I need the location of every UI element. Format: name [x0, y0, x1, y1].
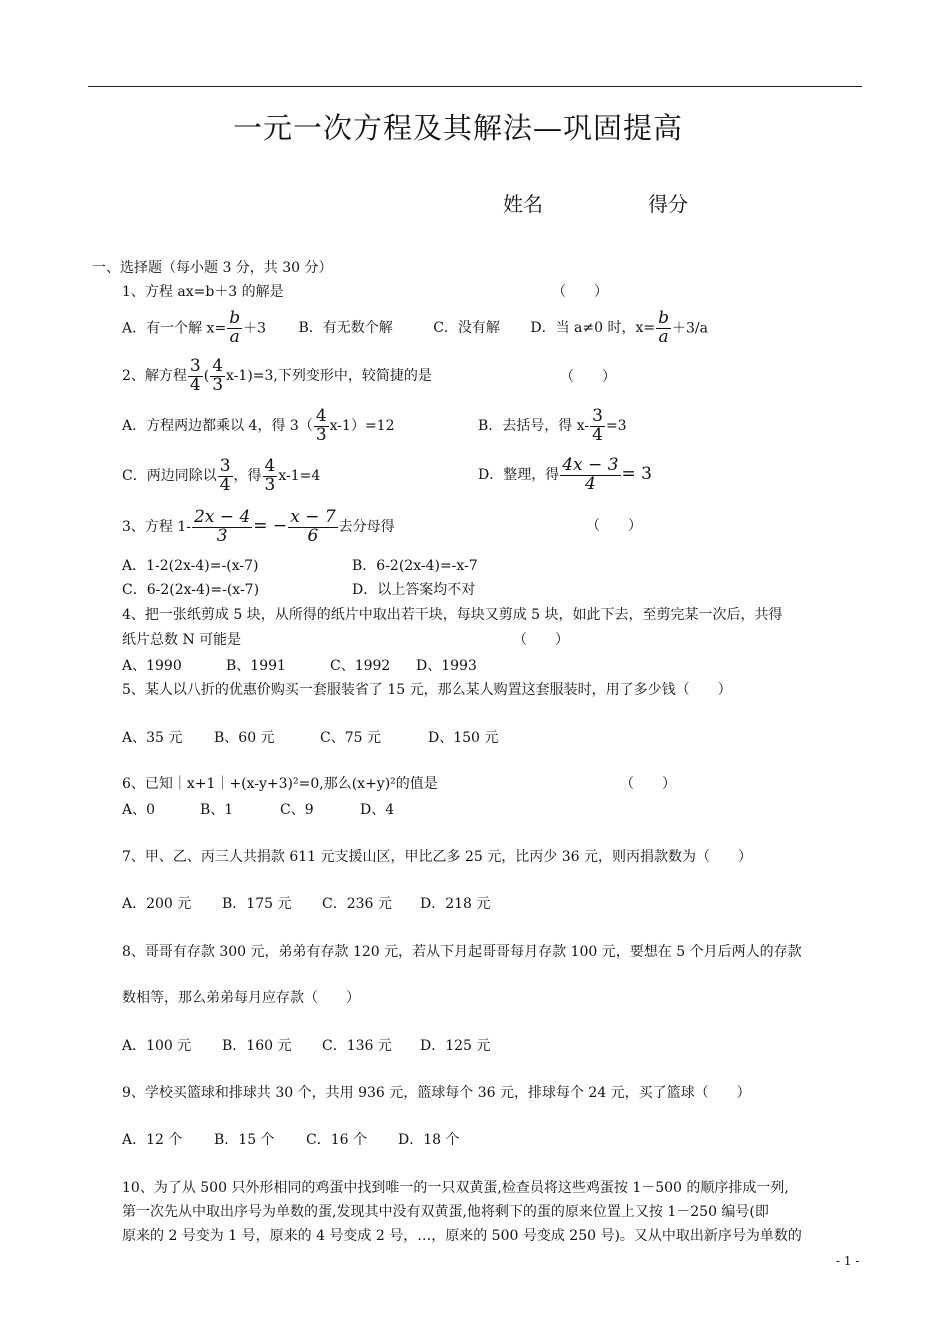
question-4-line2: 纸片总数 N 可能是 — [122, 632, 242, 648]
option-d-text: D．当 a≠0 时，x= — [530, 320, 656, 337]
question-8-line2: 数相等，那么弟弟每月应存款（ ） — [122, 990, 360, 1006]
option-b: B．有无数个解 — [298, 320, 393, 337]
option-b: B、60 元 — [214, 730, 275, 746]
question-2-option-d: D．整理，得 $\frac{4x - 3}{4}$ = 3 — [478, 454, 652, 494]
option-b: B．15 个 — [214, 1132, 275, 1148]
question-7-stem: 7、甲、乙、丙三人共捐款 611 元支援山区，甲比乙多 25 元，比丙少 36 元，则丙捐款数为（ ） — [122, 849, 752, 865]
page-number: - 1 - — [836, 1254, 860, 1268]
option-a: A．1-2(2x-4)=-(x-7) — [122, 558, 259, 574]
question-10-line1: 10、为了从 500 只外形相同的鸡蛋中找到唯一的一只双黄蛋,检查员将这些鸡蛋按 1－500 的顺序排成一列, — [122, 1180, 789, 1196]
option-b: B．6-2(2x-4)=-x-7 — [352, 558, 478, 574]
answer-paren: （ ） — [586, 518, 642, 534]
option-b: B．175 元 — [222, 896, 292, 912]
fraction: $\frac{x - 7}{6}$ — [290, 506, 336, 546]
fraction: $\frac{b}{a}$ — [658, 308, 670, 347]
option-d: D．以上答案均不对 — [352, 582, 476, 598]
question-2-option-a: A．方程两边都乘以 4，得 3（ $\frac{4}{3}$ x-1）=12 — [122, 405, 395, 445]
option-a: A．12 个 — [122, 1132, 183, 1148]
question-10-line3: 原来的 2 号变为 1 号，原来的 4 号变成 2 号，…，原来的 500 号变成 250 号)。又从中取出新序号为单数的 — [122, 1228, 802, 1244]
answer-paren: （ ） — [560, 369, 616, 385]
fraction: $\frac{3}{4}$ — [189, 355, 201, 395]
header-rule — [88, 86, 862, 87]
option-b: B、1991 — [226, 658, 286, 674]
fraction: $\frac{3}{4}$ — [592, 405, 603, 445]
section-heading: 一、选择题（每小题 3 分，共 30 分） — [92, 260, 333, 276]
question-10-line2: 第一次先从中取出序号为单数的蛋,发现其中没有双黄蛋,他将剩下的蛋的原来位置上又按 1－250 编号(即 — [122, 1204, 769, 1220]
option-c: C．6-2(2x-4)=-(x-7) — [122, 582, 260, 598]
question-2-stem: 2、解方程 $\frac{3}{4}$ ( $\frac{4}{3}$ x-1)=3,下列变形中，较简捷的是 — [122, 355, 432, 395]
answer-paren: （ ） — [513, 632, 569, 648]
score-label: 得分 — [648, 192, 688, 216]
option-a: A．100 元 — [122, 1038, 192, 1054]
question-1-options: A．有一个解 x= $\frac{b}{a}$ ＋3 B．有无数个解 C．没有解 D．当 a≠0 时，x= $\frac{b}{a}$ ＋3/a — [122, 308, 708, 347]
question-2-option-b: B．去括号，得 x- $\frac{3}{4}$ =3 — [478, 405, 627, 445]
fraction: $\frac{4}{3}$ — [315, 405, 327, 445]
question-8-line1: 8、哥哥有存款 300 元，弟弟有存款 120 元，若从下月起哥哥每月存款 100 元，要想在 5 个月后两人的存款 — [122, 944, 802, 960]
fraction: $\frac{4x - 3}{4}$ — [562, 454, 619, 494]
option-c: C．236 元 — [322, 896, 392, 912]
option-a: A、1990 — [122, 658, 182, 674]
fraction: $\frac{3}{4}$ — [219, 455, 231, 495]
answer-paren: （ ） — [620, 776, 676, 792]
answer-paren: （ ） — [552, 284, 608, 300]
question-2-option-c: C．两边同除以 $\frac{3}{4}$ ，得 $\frac{4}{3}$ x-1=4 — [122, 455, 321, 495]
option-c: C．16 个 — [306, 1132, 367, 1148]
name-label: 姓名 — [503, 192, 543, 216]
option-a: A、0 — [122, 802, 156, 818]
question-9-stem: 9、学校买篮球和排球共 30 个，共用 936 元，篮球每个 36 元，排球每个 24 元，买了篮球（ ） — [122, 1085, 751, 1101]
option-c: C、1992 — [330, 658, 391, 674]
option-d: D．218 元 — [420, 896, 491, 912]
question-3-stem: 3、方程 1- $\frac{2x - 4}{3}$ = − $\frac{x - 7}{6}$ 去分母得 — [122, 506, 395, 546]
option-d: D、4 — [360, 802, 395, 818]
option-b: B．160 元 — [222, 1038, 292, 1054]
question-6-stem: 6、已知｜x+1｜+(x-y+3)²=0,那么(x+y)²的值是 — [122, 776, 438, 792]
option-c: C．136 元 — [322, 1038, 392, 1054]
option-a: A．200 元 — [122, 896, 192, 912]
fraction: $\frac{b}{a}$ — [229, 308, 241, 347]
question-4-line1: 4、把一张纸剪成 5 块，从所得的纸片中取出若干块，每块又剪成 5 块，如此下去，至剪完某一次后，共得 — [122, 607, 783, 623]
option-d: D．125 元 — [420, 1038, 491, 1054]
fraction: $\frac{2x - 4}{3}$ — [194, 506, 251, 546]
option-a: A、35 元 — [122, 730, 183, 746]
question-1-stem: 1、方程 ax=b＋3 的解是 — [122, 284, 284, 300]
option-d: D．18 个 — [398, 1132, 460, 1148]
option-d: D、1993 — [416, 658, 477, 674]
option-c: C、9 — [280, 802, 314, 818]
page-title: 一元一次方程及其解法—巩固提高 — [232, 111, 683, 145]
question-5-stem: 5、某人以八折的优惠价购买一套服装省了 15 元，那么某人购置这套服装时，用了多少钱（ ） — [122, 682, 732, 698]
option-c: C．没有解 — [433, 320, 500, 337]
fraction: $\frac{4}{3}$ — [212, 355, 224, 395]
option-b: B、1 — [200, 802, 234, 818]
fraction: $\frac{4}{3}$ — [264, 455, 276, 495]
option-a-text: A．有一个解 x= — [122, 320, 227, 337]
option-d: D、150 元 — [428, 730, 499, 746]
option-c: C、75 元 — [320, 730, 381, 746]
